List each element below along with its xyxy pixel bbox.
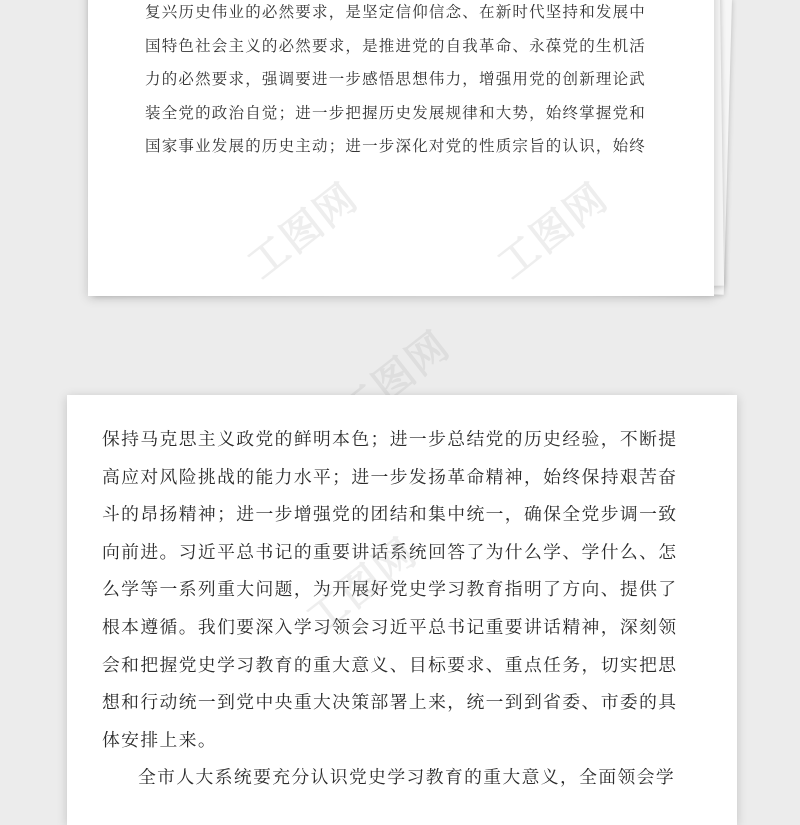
watermark: 工图网 xyxy=(239,174,367,289)
text-line: 体安排上来。 xyxy=(102,729,218,751)
page-text-top xyxy=(145,0,665,164)
document-page-bottom xyxy=(67,395,737,825)
text-line: 国家事业发展的历史主动；进一步深化对党的性质宗旨的认识，始终 xyxy=(145,137,647,155)
text-line: 装全党的政治自觉；进一步把握历史发展规律和大势，始终掌握党和 xyxy=(145,103,647,122)
text-line: 向前进。习近平总书记的重要讲话系统回答了为什么学、学什么、怎 xyxy=(102,541,678,563)
text-line: 力的必然要求，强调要进一步感悟思想伟力，增强用党的创新理论武 xyxy=(145,70,647,88)
page-text-bottom xyxy=(102,421,707,797)
text-line: 会和把握党史学习教育的重大意义、目标要求、重点任务，切实把思 xyxy=(102,654,678,676)
text-line: 想和行动统一到党中央重大决策部署上来，统一到到省委、市委的具 xyxy=(102,692,678,714)
watermark: 工图网 xyxy=(489,174,617,289)
text-line: 国特色社会主义的必然要求，是推进党的自我革命、永葆党的生机活 xyxy=(145,36,647,55)
text-line: 么学等一系列重大问题，为开展好党史学习教育指明了方向、提供了 xyxy=(102,579,678,601)
watermark: 工图网 xyxy=(331,322,459,437)
document-page-top xyxy=(88,0,714,296)
watermark: 工图网 xyxy=(298,529,426,644)
text-line: 根本遵循。我们要深入学习领会习近平总书记重要讲话精神，深刻领 xyxy=(102,616,678,638)
text-line: 高应对风险挑战的能力水平；进一步发扬革命精神，始终保持艰苦奋 xyxy=(102,466,678,488)
text-line: 全市人大系统要充分认识党史学习教育的重大意义，全面领会学 xyxy=(138,767,676,789)
text-line: 斗的昂扬精神；进一步增强党的团结和集中统一，确保全党步调一致 xyxy=(102,504,678,526)
text-line: 保持马克思主义政党的鲜明本色；进一步总结党的历史经验，不断提 xyxy=(102,429,678,450)
text-line: 复兴历史伟业的必然要求，是坚定信仰信念、在新时代坚持和发展中 xyxy=(145,3,647,21)
